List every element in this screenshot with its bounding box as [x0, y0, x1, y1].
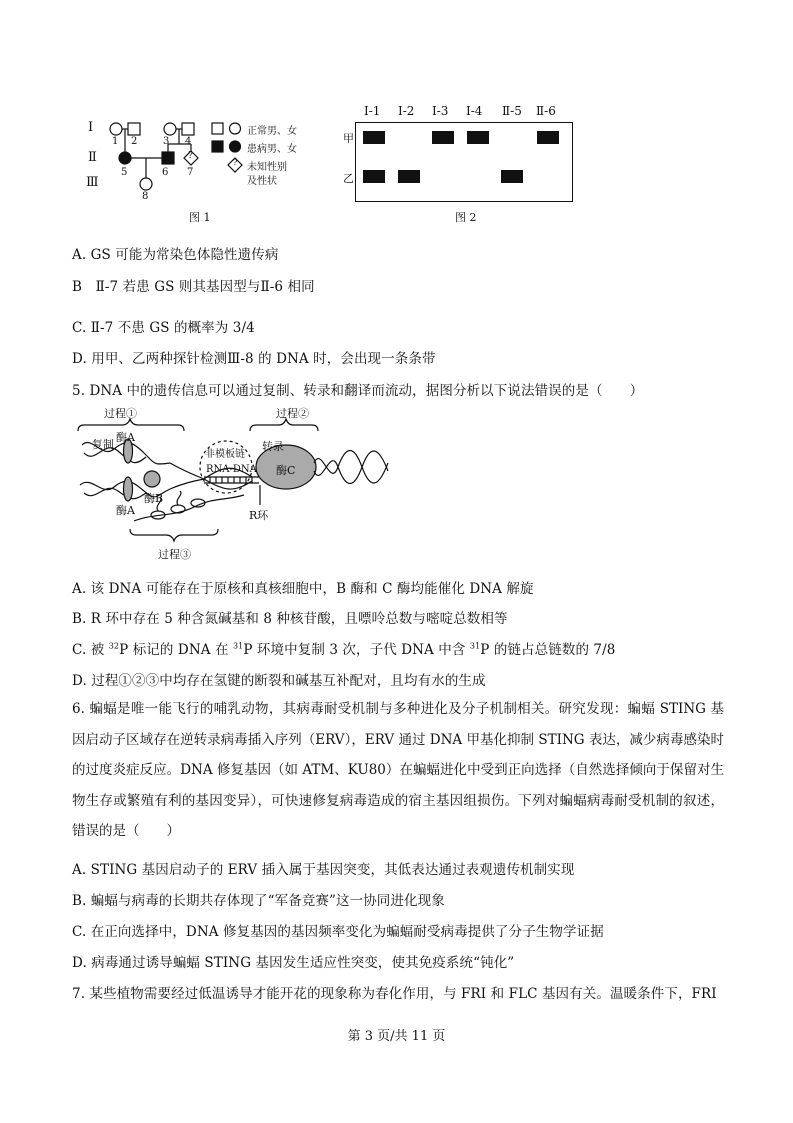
band-yi-1 [363, 170, 385, 183]
fig2-caption: 图 2 [455, 211, 477, 224]
band-yi-2 [398, 170, 420, 183]
fig1-caption: 图 1 [189, 211, 211, 224]
legend-affected: 患病男、女 [247, 144, 297, 155]
row-yi: 乙 [343, 172, 354, 185]
ind-6: 6 [162, 167, 169, 178]
q5-option-d: D. 过程①②③中均存在氢键的断裂和碱基互补配对，且均有水的生成 [72, 673, 486, 689]
q5-option-c: C. 被 $^{32}$P 标记的 DNA 在 $^{31}$P 环境中复制 3 次，子代 DNA 中含 $^{31}$P 的链占总链数的 7/8 [72, 641, 616, 658]
ind-5: 5 [121, 167, 128, 178]
q4-option-c: C. Ⅱ-7 不患 GS 的概率为 3/4 [72, 320, 255, 336]
q6-option-a: A. STING 基因启动子的 ERV 插入属于基因突变，其低表达通过表观遗传机制实现 [72, 862, 575, 878]
band-jia-1 [363, 131, 385, 144]
row-jia: 甲 [343, 132, 354, 145]
lane-5: Ⅱ-5 [502, 104, 522, 118]
lane-4: Ⅰ-4 [466, 104, 483, 118]
gen-label-2: Ⅱ [88, 150, 97, 165]
lane-3: Ⅰ-3 [432, 104, 449, 118]
label-process3: 过程③ [158, 548, 191, 561]
label-rna-dna: RNA-DNA [206, 464, 257, 475]
ind-2: 2 [131, 136, 138, 147]
band-jia-6 [537, 131, 559, 144]
q4-option-b: B Ⅱ-7 若患 GS 则其基因型与Ⅱ-6 相同 [72, 279, 315, 295]
q6-option-d: D. 病毒通过诱导蝙蝠 STING 基因发生适应性突变，使其免疫系统“钝化” [72, 955, 515, 971]
lane-2: Ⅰ-2 [398, 104, 415, 118]
label-process1: 过程① [104, 407, 137, 420]
label-enzyme-a-bottom: 酶A [116, 504, 135, 517]
q6-stem: 6. 蝙蝠是唯一能飞行的哺乳动物，其病毒耐受机制与多种进化及分子机制相关。研究发现：蝙蝠 STING 基因启动子区域存在逆转录病毒插入序列（ERV），ERV 通过 DNA 甲基化抑制 STING 表达，减少病毒感染时的过度炎症反应。DNA 修复基因（如 ATM、KU80）在蝙蝠进化中受到正向选择（自然选择倾向于保留对生物生存或繁殖有利的基因变异），可快速修复病毒造成的宿主基因组损伤。下列对蝙蝠病毒耐受机制的叙述，错误的是（ ） [72, 701, 724, 839]
ind-3: 3 [163, 136, 170, 147]
ind-1: 1 [112, 136, 119, 147]
unknown-mark: ? [188, 151, 193, 161]
q5-option-b: B. R 环中存在 5 种含氮碱基和 8 种核苷酸，且嘌呤总数与嘧啶总数相等 [72, 611, 508, 627]
band-jia-4 [467, 131, 489, 144]
band-yi-5 [501, 170, 523, 183]
legend-unknown-2: 及性状 [247, 176, 277, 187]
label-enzyme-b: 酶B [144, 492, 164, 505]
q4-option-d: D. 用甲、乙两种探针检测Ⅲ-8 的 DNA 时，会出现一条条带 [72, 351, 436, 367]
legend-unknown-mark: ? [233, 158, 238, 167]
lane-1: Ⅰ-1 [364, 104, 381, 118]
label-enzyme-c: 酶C [276, 464, 296, 477]
q6-option-c: C. 在正向选择中，DNA 修复基因的基因频率变化为蝙蝠耐受病毒提供了分子生物学证据 [72, 924, 604, 940]
label-process2: 过程② [276, 407, 309, 420]
ind-8: 8 [142, 191, 149, 202]
gen-label-3: Ⅲ [86, 175, 99, 190]
label-replication: 复制 [92, 438, 114, 451]
lane-6: Ⅱ-6 [536, 104, 556, 118]
q6-option-b: B. 蝙蝠与病毒的长期共存体现了“军备竞赛”这一协同进化现象 [72, 893, 445, 909]
legend-normal: 正常男、女 [247, 126, 297, 137]
ind-7: 7 [187, 167, 194, 178]
q4-option-a: A. GS 可能为常染色体隐性遗传病 [72, 247, 279, 263]
label-r-loop: R环 [249, 509, 269, 522]
label-enzyme-a-top: 酶A [116, 431, 135, 444]
ind-4: 4 [185, 136, 192, 147]
q5-stem: 5. DNA 中的遗传信息可以通过复制、转录和翻译而流动，据图分析以下说法错误的是（ ） [72, 383, 644, 399]
page-number: 第 3 页/共 11 页 [347, 1029, 446, 1044]
gen-label-1: Ⅰ [88, 120, 94, 135]
band-jia-3 [432, 131, 454, 144]
label-nontemplate: 非模板链 [205, 449, 245, 460]
q5-option-a: A. 该 DNA 可能存在于原核和真核细胞中，B 酶和 C 酶均能催化 DNA 解旋 [72, 581, 534, 597]
q7-stem: 7. 某些植物需要经过低温诱导才能开花的现象称为春化作用，与 FRI 和 FLC 基因有关。温暖条件下，FRI [72, 986, 717, 1002]
legend-unknown: 未知性别 [247, 162, 287, 173]
label-transcription: 转录 [262, 440, 284, 453]
